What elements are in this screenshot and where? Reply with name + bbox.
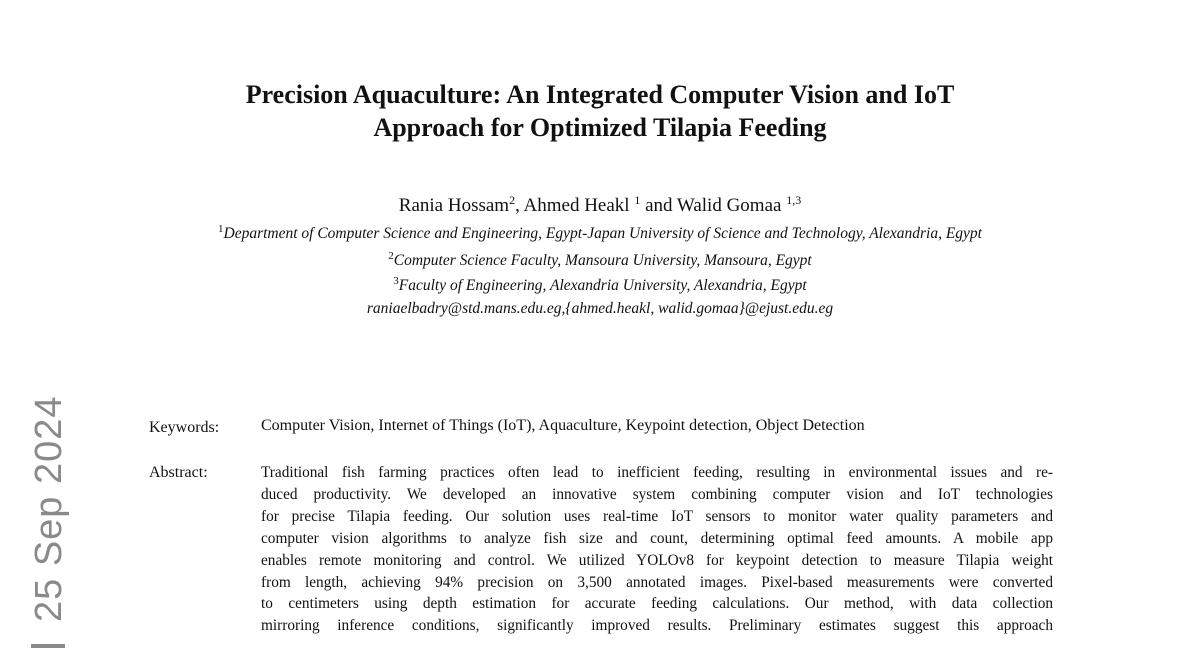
- abstract-line: to centimeters using depth estimation for accurate feeding calculations. Our method, with data collection: [261, 595, 1053, 613]
- affiliation-text: Computer Science Faculty, Mansoura University, Mansoura, Egypt: [393, 252, 812, 269]
- affiliation-superscript: 1: [218, 223, 224, 235]
- affiliation-superscript: 2: [388, 250, 394, 262]
- abstract-body: [261, 462, 1053, 637]
- abstract-line: duced productivity. We developed an innovative system combining computer vision and IoT technologies: [261, 485, 1053, 503]
- abstract-line: computer vision algorithms to analyze fish size and count, determining optimal feed amounts. A mobile app: [261, 529, 1053, 547]
- abstract-line: from length, achieving 94% precision on 3,500 annotated images. Pixel-based measurements were converted: [261, 573, 1053, 591]
- abstract-line: enables remote monitoring and control. We utilized YOLOv8 for keypoint detection to measure Tilapia weight: [261, 551, 1053, 569]
- author-superscript: 1: [634, 193, 641, 207]
- title-line-2: Approach for Optimized Tilapia Feeding: [373, 113, 827, 142]
- author-list: [0, 194, 1200, 218]
- affiliation-superscript: 3: [393, 275, 399, 287]
- arxiv-date: 25 Sep 2024: [28, 395, 70, 622]
- affiliation-text: Department of Computer Science and Engineering, Egypt-Japan University of Science and Technology, Alexandria, Egypt: [223, 225, 982, 242]
- abstract-line: Traditional fish farming practices often lead to inefficient feeding, resulting in environmental issues and re-: [261, 464, 1053, 481]
- abstract-label: Abstract:: [149, 464, 208, 481]
- author-name: Rania Hossam: [398, 195, 510, 216]
- affiliation-2: [0, 251, 1200, 271]
- abstract-line: for precise Tilapia feeding. Our solution uses real-time IoT sensors to monitor water quality parameters and: [261, 507, 1053, 525]
- title-line-1: Precision Aquaculture: An Integrated Computer Vision and IoT: [245, 80, 955, 109]
- author-name: , Ahmed Heakl: [515, 195, 635, 216]
- arxiv-side-stamp: [29, 395, 69, 648]
- stamp-separator: [31, 644, 65, 648]
- author-emails: raniaelbadry@std.mans.edu.eg,{ahmed.heakl, walid.gomaa}@ejust.edu.eg: [366, 300, 834, 317]
- paper-title: [0, 78, 1200, 144]
- affiliation-3: [0, 276, 1200, 296]
- affiliation-1: [0, 224, 1200, 244]
- author-name: and Walid Gomaa: [640, 195, 787, 216]
- keywords-label: Keywords:: [149, 419, 220, 436]
- affiliation-text: Faculty of Engineering, Alexandria University, Alexandria, Egypt: [398, 277, 807, 294]
- author-superscript: 2: [509, 193, 516, 207]
- abstract-line: mirroring inference conditions, significantly improved results. Preliminary estimates suggest this approach: [261, 617, 1053, 635]
- author-superscript: 1,3: [786, 193, 802, 207]
- keywords-text: Computer Vision, Internet of Things (IoT), Aquaculture, Keypoint detection, Object Detection: [261, 417, 865, 434]
